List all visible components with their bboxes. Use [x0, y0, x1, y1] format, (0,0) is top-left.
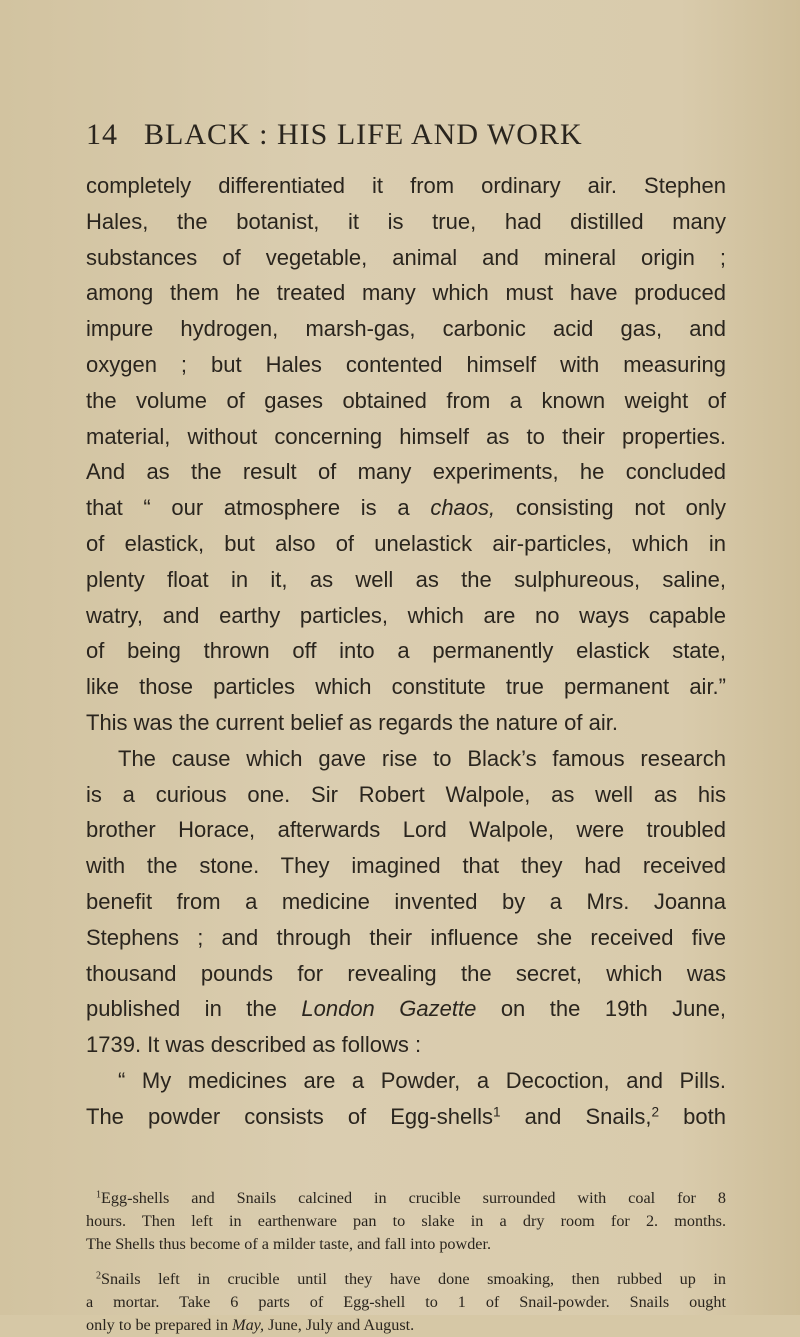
text-line: “ My medicines are a Powder, a Decoction, and Pills.	[118, 1067, 726, 1093]
text-line: is a curious one. Sir Robert Walpole, as well as his	[86, 781, 726, 807]
line-text: consisting not only	[495, 495, 727, 521]
footnote-mark: 2	[651, 1104, 660, 1120]
text-line: benefit from a medicine invented by a Mrs. Joanna	[86, 888, 726, 914]
text-line: the volume of gases obtained from a known weight of	[86, 387, 726, 413]
footnote-text: only to be prepared in	[86, 1316, 233, 1334]
text-line: plenty float in it, as well as the sulphureous, saline,	[86, 566, 726, 592]
text-line: brother Horace, afterwards Lord Walpole, were troubled	[86, 817, 726, 843]
text-line: watry, and earthy particles, which are no ways capable	[86, 602, 726, 628]
text-line	[86, 490, 726, 526]
page-number: 14	[86, 118, 118, 151]
footnote-line: a mortar. Take 6 parts of Egg-shell to 1 of Snail-powder. Snails ought	[86, 1293, 726, 1311]
line-text: The powder consists of Egg-shells	[86, 1103, 493, 1129]
text-line: among them he treated many which must have produced	[86, 280, 726, 306]
italic-text: May,	[232, 1316, 265, 1334]
text-line: impure hydrogen, marsh-gas, carbonic acid gas, and	[86, 316, 726, 342]
text-line: of elastick, but also of unelastick air-particles, which in	[86, 530, 726, 556]
text-line	[86, 991, 726, 1027]
line-text: published in the	[86, 996, 302, 1022]
text-line: with the stone. They imagined that they had received	[86, 853, 726, 879]
text-line	[86, 1099, 726, 1135]
footnote-line	[86, 1268, 726, 1291]
text-line: oxygen ; but Hales contented himself with measuring	[86, 351, 726, 377]
footnote-line: The Shells thus become of a milder taste, and fall into powder.	[86, 1235, 492, 1253]
text-line: Stephens ; and through their influence she received five	[86, 924, 726, 950]
footnote-line	[86, 1314, 726, 1337]
text-line: Hales, the botanist, it is true, had distilled many	[86, 208, 726, 234]
running-header	[86, 118, 726, 152]
text-line: 1739. It was described as follows :	[86, 1032, 422, 1058]
italic-text: chaos,	[430, 495, 496, 521]
text-line: of being thrown off into a permanently elastick state,	[86, 638, 726, 664]
line-text: on the 19th June,	[476, 996, 726, 1022]
text-line: thousand pounds for revealing the secret, which was	[86, 960, 726, 986]
line-text: both	[659, 1103, 726, 1129]
line-text: and Snails,	[500, 1103, 652, 1129]
text-line: The cause which gave rise to Black’s famous research	[118, 745, 726, 771]
footnote-number: 1	[96, 1189, 102, 1201]
footnote-line	[86, 1187, 726, 1210]
footnote-mark: 1	[492, 1104, 501, 1120]
italic-text: London Gazette	[301, 996, 477, 1022]
running-title: BLACK : HIS LIFE AND WORK	[144, 118, 583, 151]
text-line: substances of vegetable, animal and mineral origin ;	[86, 244, 726, 270]
text-line: completely differentiated it from ordinary air. Stephen	[86, 173, 726, 198]
line-text: that “ our atmosphere is a	[86, 495, 431, 521]
footnote-number: 2	[96, 1270, 102, 1282]
text-line: This was the current belief as regards the nature of air.	[86, 709, 618, 735]
text-line: material, without concerning himself as to their properties.	[86, 423, 726, 449]
text-line: And as the result of many experiments, he concluded	[86, 459, 726, 485]
footnote-text: Egg-shells and Snails calcined in crucible surrounded with coal for 8	[101, 1189, 726, 1207]
text-line: like those particles which constitute true permanent air.”	[86, 674, 726, 700]
footnote-text: Snails left in crucible until they have done smoaking, then rubbed up in	[101, 1270, 726, 1288]
body-text	[86, 168, 726, 1135]
footnote-line: hours. Then left in earthenware pan to slake in a dry room for 2. months.	[86, 1212, 726, 1230]
footnote-text: June, July and August.	[264, 1316, 415, 1334]
